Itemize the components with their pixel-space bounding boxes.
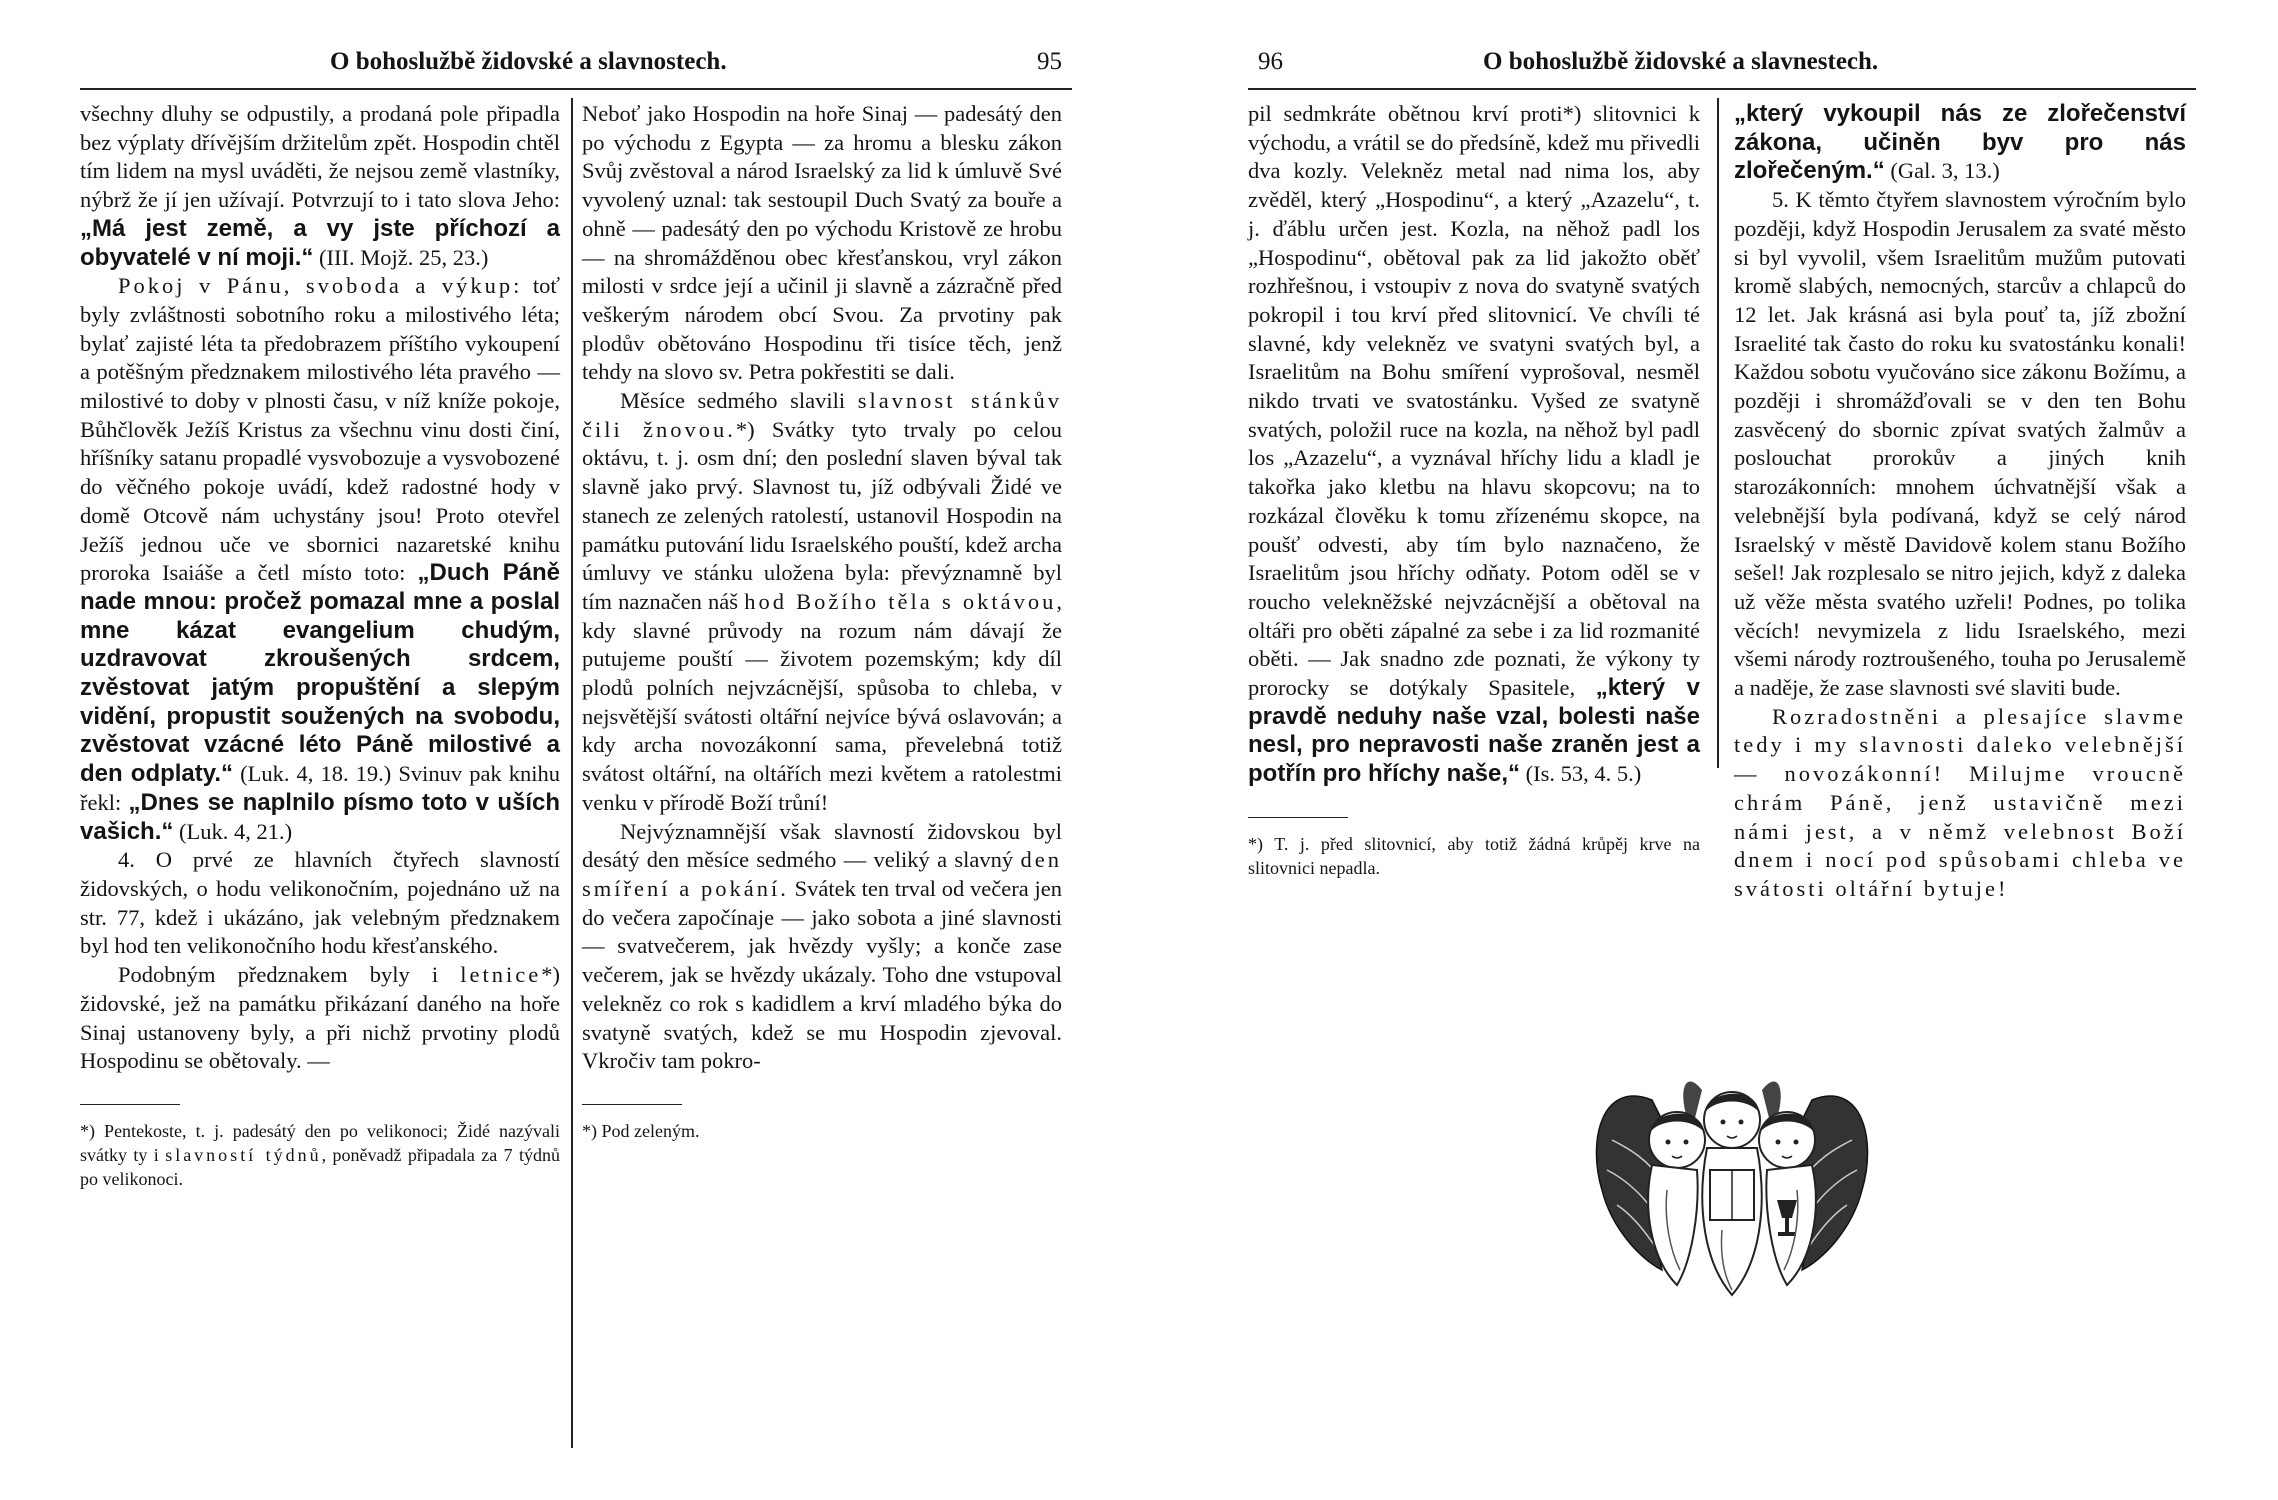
spaced-emphasis: Pokoj v Pánu, svoboda a výkup:: [118, 273, 523, 299]
text: *) židovské, jež na památku přikázaní daného na hoře Sinaj ustanoveny byly, a při nichž prvotiny plodů Hospodinu se obětovaly. —: [80, 962, 560, 1074]
text: , kdy slavné průvody na rozum nám dávají že putujeme pouští — životem pozemským; kdy díl plodů polních nejvzácnější, spůsoba to chleba, v nejsvětější svátosti oltářní nejvíce bývá oslavován; a kdy archa novozákonní sama, převelebná totiž svátost oltářní, na oltářích mezi květem a ratolestmi venku v přírodě Boží trůní!: [582, 588, 1062, 815]
paragraph: 5. K těmto čtyřem slavnostem výročním bylo později, když Hospodin Jerusalem za svaté město si byl vyvolil, všem Israelitům mužům putovati kromě slabých, nemocných, starcův a chlapců do 12 let. Jak krásná asi byla pouť ta, jíž zbožní Israelité tak často do roku ku svatostánku konali! Každou sobotu vyučováno sice zákonu Božímu, a později i shromážďovali se v den ten Bohu zasvěcený do sbornic zpívat svatých žalmův a poslouchat prorokův a jiných knih starozákonních: mnohem úchvatnější však a velebnější byla podívaná, když se celý národ Israelský v městě Davidově kolem stanu Božího sešel! Jak rozplesalo se nitro jejich, když z daleka už věže města svatého uzřeli! Podnes, po tolika věcích! nevymizela z lidu Israelského, mezi všemi národy roztroušeného, touha po Jerusalemě a naděje, že zase slavnosti své slaviti bude.: [1734, 187, 2186, 701]
column-right: [1734, 100, 2186, 904]
column-left: [1248, 100, 1700, 880]
footnote-rule: [1248, 817, 1348, 818]
paragraph: [582, 818, 1062, 1076]
footnote: *) T. j. před slitovnicí, aby totiž žádná krůpěj krve na slitovnici nepadla.: [1248, 833, 1700, 878]
text: Svátek ten trval od večera jen do večera započínaje — jako sobota a jiné slavnosti — svatvečerem, jak hvězdy vyšly; a konče zase večerem, jak se hvězdy ukázaly. Toho dne vstupoval velekněz co rok s kadidlem a krví mladého býka do svatyně svatých, kdež se mu Hospodin zjevoval. Vkročiv tam pokro-: [582, 875, 1062, 1074]
footnote: [80, 1119, 560, 1191]
scripture-quote: „který vykoupil nás ze zlořečenství zákona, učiněn byv pro nás zlořečeným.“: [1734, 100, 2186, 185]
spaced-emphasis: slavnost stánkův čili žnovou.: [582, 388, 1063, 442]
paragraph: [1734, 100, 2186, 186]
scripture-quote: „Duch Páně nade mnou: pročež pomazal mne a poslal mne kázat evangelium chudým, uzdravovat zkroušených srdcem, zvěstovat jatým propuštění a slepým vidění, propustit soužených na svobodu, zvěstovat vzácné léto Páně milostivé a den odplaty.“: [80, 559, 561, 788]
scripture-quote: „Dnes se naplnilo písmo toto v uších vašich.“: [80, 788, 560, 845]
running-title: O bohoslužbě židovské a slavnostech.: [330, 48, 727, 75]
spaced-emphasis: den smíření a pokání.: [582, 847, 1062, 901]
text: , poněvadž připadala za 7 týdnů po velikonoci.: [80, 1144, 560, 1189]
column-divider: [1717, 98, 1719, 768]
reference: (III. Mojž. 25, 23.): [313, 244, 489, 270]
paragraph: 4. O prvé ze hlavních čtyřech slavností židovských, o hodu velikonočním, pojednáno už na str. 77, kdež i ukázáno, jak velebným předznakem byl hod ten velikonočního hodu křesťanského.: [80, 847, 560, 959]
footnote-rule: [582, 1104, 682, 1105]
text: všechny dluhy se odpustily, a prodaná pole připadla bez výplaty dřívějším držitelům zpět. Hospodin chtěl tím lidem na mysl uváděti, že nejsou země vlastníky, nýbrž že jí jen užívají. Potvrzují to i tato slova Jeho:: [80, 101, 560, 213]
paragraph: [1248, 100, 1700, 789]
text: Měsíce sedmého slavili: [620, 388, 858, 414]
text: *) Svátky tyto trvaly po celou oktávu, t. j. osm dní; den poslední slaven býval tak slavně jako prvý. Slavnost tu, jíž odbývali Židé ve stanech ze zelených ratolestí, ustanovil Hospodin na památku putování lidu Israelského pouští, kdež archa úmluvy ve stánku uložena byla: převýznamně byl tím naznačen náš: [582, 416, 1062, 614]
left-page: [80, 0, 1072, 1500]
spaced-emphasis: Rozradostněni a plesajíce slavme tedy i my slavnosti daleko velebnější — novozákonní! Milujme vroucně chrám Páně, jenž ustavičně mezi námi jest, a v němž velebnost Boží dnem i nocí pod spůsobami chleba ve svátosti oltářní bytuje!: [1734, 703, 2186, 901]
running-head: [1248, 38, 2196, 90]
spaced-emphasis: slavností týdnů: [165, 1144, 322, 1165]
cherubs-illustration-icon: [1582, 1060, 1882, 1310]
reference: (Luk. 4, 21.): [173, 818, 293, 844]
paragraph: [80, 100, 560, 272]
running-head: [80, 38, 1072, 90]
paragraph: [80, 272, 560, 846]
text: Podobným předznakem byly i: [118, 962, 461, 988]
column-left: [80, 100, 560, 1191]
text: pil sedmkráte obětnou krví proti*) slitovnici k východu, a vrátil se do předsíně, kdež mu přivedli dva kozly. Velekněz metal nad nima los, aby zvěděl, který „Hospodinu“, a který „Azazelu“, t. j. ďáblu určen jest. Kozla, na něhož padl los „Hospodinu“, obětoval pak za lid jakožto oběť rozhřešnou, i vstoupiv z nova do svatyně svatých pokropil i tou krví před slitovnicí. Ve chvíli té slavné, kdy velekněz ve svatyni svatých byl, a Israelitům na Bohu smíření vyprošoval, nesměl nikdo trvati ve svatostánku. Vyšed ze svatyně svatých, položil ruce na kozla, na něhož byl padl los „Azazelu“, a vyznával hříchy lidu a kladl je takořka jako kletbu na hlavu skopcovu; na to rozkázal člověku k tomu zřízenému skopce, na poušť odvesti, aby tím bylo naznačeno, že Israelitům jsou hříchy odňaty. Potom oděl se v roucho velekněžské nejvzácnější a obětoval na oltáři pro oběti zápalné za sebe i za lid rozmanité oběti. — Jak snadno zde poznati, že výkony ty prorocky se dotýkaly Spasitele,: [1248, 101, 1700, 701]
reference: (Luk. 4, 18. 19.) Svinuv pak knihu řekl:: [80, 761, 561, 815]
column-divider: [571, 98, 573, 1448]
running-title: O bohoslužbě židovské a slavnestech.: [1483, 48, 1879, 75]
footnote-rule: [80, 1104, 180, 1105]
reference: (Is. 53, 4. 5.): [1520, 761, 1642, 787]
text: Nejvýznamnější však slavností židovskou byl desátý den měsíce sedmého — veliký a slavný: [582, 818, 1062, 873]
spaced-emphasis: hod Božího těla s oktávou: [744, 588, 1057, 614]
spaced-emphasis: letnice: [460, 962, 542, 988]
text: toť byly zvláštnosti sobotního roku a milostivého léta; bylať zajisté léta ta předobrazem příštího vykoupení a potěšným předznakem milostivého léta pravého — milostivé to doby v plnosti času, v níž kníže pokoje, Bůhčlověk Ježíš Kristus za všechnu vinu dosti činí, hříšníky satanu propadlé vysvobozuje a vysvobozené do věčného pokoje uvádí, kdež radostné hody v domě Otcově nám uchystány jsou! Proto otevřel Ježíš jednou uče ve sbornici nazaretské knihu proroka Isaiáše a četl místo toto:: [80, 273, 560, 586]
paragraph: [582, 387, 1062, 818]
scripture-quote: „který v pravdě neduhy naše vzal, bolesti naše nesl, pro nepravosti naše zraněn jest a potřín pro hříchy naše,“: [1248, 674, 1701, 788]
scripture-quote: „Má jest země, a vy jste příchozí a obyvatelé v ní moji.“: [80, 214, 560, 271]
right-page: [1248, 0, 2196, 1500]
column-right: [582, 100, 1062, 1143]
page-number: 96: [1258, 48, 1283, 75]
reference: (Gal. 3, 13.): [1884, 158, 2000, 184]
paragraph: Neboť jako Hospodin na hoře Sinaj — padesátý den po východu z Egypta — za hromu a blesku zákon Svůj zvěstoval a národ Israelský za lid k úmluvě Své vyvolený uznal: tak sestoupil Duch Svatý za bouře a ohně — padesátý den po východu Kristově ze hrobu — na shromážděnou obec křesťanskou, vryl zákon milosti v srdce její a učinil ji slavně a zázračně před veškerým národem obcí Svou. Za prvotiny pak plodův obětováno Hospodinu tři tisíce těch, jenž tehdy na slovo sv. Petra pokřestiti se dali.: [582, 101, 1062, 385]
page-number: 95: [1037, 48, 1062, 75]
footnote: *) Pod zeleným.: [582, 1120, 700, 1141]
paragraph: [1734, 703, 2186, 904]
text: *) Pentekoste, t. j. padesátý den po velikonoci; Židé nazývali svátky ty i: [80, 1120, 560, 1165]
paragraph: [80, 961, 560, 1076]
